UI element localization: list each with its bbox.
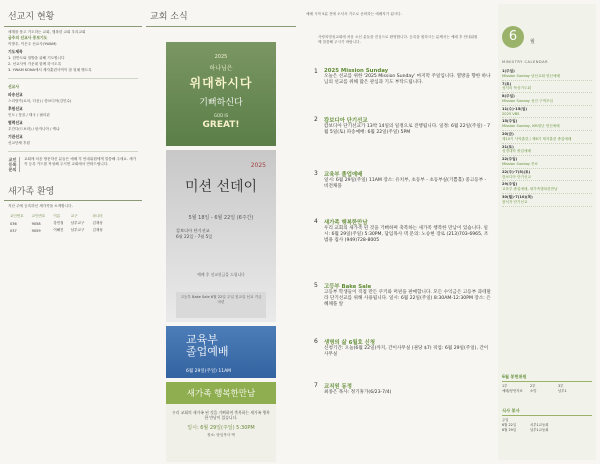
registration-box: [4, 155, 142, 174]
news-item: [314, 382, 492, 396]
event-date: 7(토): [502, 81, 512, 86]
cell: 강민철: [53, 221, 64, 225]
poster-text: [176, 228, 266, 240]
event-desc: 캄보디아 단기선교: [502, 174, 531, 179]
poster-title: 위대하시다: [189, 76, 253, 90]
event-desc: 2025 VBS: [502, 111, 520, 116]
table-header-row: [8, 213, 108, 220]
calendar-event: [502, 106, 592, 119]
meal-date: 6월 22일: [502, 423, 517, 427]
event-date: 22(주일): [502, 157, 518, 162]
cell: 남부교구: [70, 228, 85, 232]
missionary-entry: 스리랑카(로마, 다음) / 캄보디아(김민수): [8, 99, 72, 103]
church-news-header: 교회 소식: [146, 4, 296, 27]
event-desc: 참석자 단기선교: [502, 199, 528, 204]
prayer-tag: 기도제목: [8, 49, 23, 54]
poster-title: 미션 선데이: [184, 179, 258, 195]
poster-place: 장소: 담임목사 댁: [207, 433, 235, 437]
meal-team: 남부1교동회: [530, 428, 549, 432]
news-intro: 예배 시작 5분 전에 오셔서 기도로 준비하는 예배자가 됩시다.: [306, 12, 402, 16]
missionary-entry: 인도 / 몽골 / 태국 / 필리핀: [8, 113, 50, 117]
news-column: [300, 4, 496, 460]
cell: 9058: [31, 221, 41, 226]
prayer-line: 1. 한반도와 열방을 위해 기도합니다: [8, 56, 65, 60]
calendar-event: [502, 68, 592, 81]
news-item: [314, 282, 492, 308]
calendar-event: [502, 118, 592, 131]
divider: [8, 78, 138, 79]
calendar-event: [502, 181, 592, 194]
calendar-event: [502, 81, 592, 94]
poster-line: 6월 22일 - 7월 5일: [176, 234, 213, 239]
missionary-entry: 선교단체 후원: [8, 141, 30, 145]
news-item: [314, 218, 492, 244]
event-desc: 제10기 사역훈련 / 제6기 제자훈련 졸업예배: [502, 136, 572, 141]
welcome-table: [8, 213, 108, 234]
table-row: [8, 220, 108, 227]
poster-line: GREAT!: [202, 120, 240, 130]
event-date: 21(토): [502, 144, 514, 149]
event-date: 1(주일): [502, 69, 515, 73]
prayer-line: 3. YWAM KONA에서 제자훈련사역이 잘 열매 맺도록: [8, 68, 92, 72]
missionary-list: [4, 82, 142, 148]
serve-col: 1부: [502, 384, 508, 388]
event-date: 22(주)-7(5)(토): [502, 169, 531, 174]
cell: 037: [10, 228, 17, 233]
calendar-event: [502, 194, 592, 207]
serve-val: 남부1: [558, 389, 567, 393]
news-number: 7: [314, 382, 318, 389]
month-label: 월: [530, 39, 535, 45]
news-title: 2025 Mission Sunday: [324, 68, 389, 74]
news-body: 일시: 6월 29일(주일) 11AM 장소: 유치부, 초등부 - 초등부실(기쁨홀) 중고등부 - 비전채플: [324, 178, 487, 189]
news-body: 캄보디아 단기선교가 13박 14일의 일정으로 진행됩니다. 일정: 6월 22일(주일) - 7월 5일(토) 파송예배: 6월 22일(주일) 5PM: [324, 124, 491, 135]
missionary-type: 파송선교: [8, 92, 23, 97]
col-header: 교인번호: [31, 214, 46, 218]
welcome-intro: 지난 주에 등록하신 새가족을 소개합니다.: [8, 204, 73, 208]
news-number: 5: [314, 282, 318, 289]
event-date: 11(수)-15(일): [502, 106, 528, 111]
divider: [8, 151, 138, 152]
month-badge: 6: [502, 26, 524, 48]
news-item: [314, 170, 492, 190]
table-row: [8, 227, 108, 234]
poster-line: GOD IS: [213, 113, 229, 118]
col-header: 이름: [53, 214, 61, 218]
event-date: 29(주일): [502, 182, 518, 187]
serve-val: 소망: [530, 389, 537, 393]
calendar-event: [502, 131, 592, 144]
event-date: 20(금): [502, 131, 514, 136]
meal-row: [502, 428, 592, 433]
news-body: 최종은 목사: 정기휴가(6/23-7/4): [324, 390, 392, 395]
mission-intro: [4, 27, 142, 75]
serve-header: 6월 봉헌위원: [502, 374, 592, 382]
event-desc: 성서의 묵상기도회: [502, 86, 531, 91]
cell: 김재성: [92, 221, 103, 225]
news-body: 고등부 학생들이 직접 만든 쿠키와 머핀을 판매합니다. 모든 수익금은 고등부 과테말라 단기선교를 위해 사용됩니다. 일시: 6월 22일(주일) 8:30AM-12:30PM 장소: 은혜채플 앞: [324, 290, 491, 307]
missionary-type: 후원선교: [8, 106, 23, 111]
news-number: 1: [314, 68, 318, 75]
cell: 남부교구: [70, 221, 85, 225]
poster-date: 6월 29일(주일) 11AM: [186, 369, 232, 374]
calendar-event: [502, 144, 592, 157]
calendar-event: [502, 156, 592, 169]
serve-val: 예배/봉헌자료: [502, 389, 523, 393]
missionary-type: 협력선교: [8, 120, 23, 125]
news-number: 3: [314, 170, 318, 177]
event-desc: Mission Sunday, KM청년 헌신예배: [502, 124, 560, 129]
missionary-entry: 우간다(드보라) / 탄자니아 / 케냐: [8, 127, 60, 131]
poster-text: 우리 교회의 새가족 된 것을 기뻐하며 축복하는 새가족 행복한 만남이 있습니다.: [172, 410, 270, 420]
serve-vals: [502, 389, 592, 394]
graduation-poster: [166, 326, 276, 378]
news-body: 우리 교회의 새가족 된 것을 기뻐하며 축복하는 새가족 행복한 만남이 있습니다. 일시: 6월 29일(주일) 5:30PM, 담임목사 댁 문의: 노승현 장로 (213)703-6965, 조범용 집사 (949)728-8005: [324, 226, 489, 243]
left-column: [4, 4, 142, 460]
col-header: 교구: [70, 214, 78, 218]
mission-status-header: 선교지 현황: [4, 4, 142, 27]
poster-title: [186, 334, 229, 358]
missionary-type: 기관선교: [8, 134, 23, 139]
event-date: 15(주일): [502, 119, 518, 124]
serve-col: 2부: [530, 384, 536, 388]
mission-sunday-poster: [166, 150, 276, 322]
calendar-events: [502, 68, 592, 207]
col-header: 교인번호: [10, 214, 24, 218]
poster-subtitle: 기뻐하신다: [199, 98, 243, 108]
poster-line: 교육부: [186, 333, 218, 346]
poster-year: 2025: [214, 54, 228, 60]
event-date: 8(주일): [502, 94, 515, 99]
serve-table: [502, 384, 592, 394]
poster-line: 졸업예배: [186, 345, 229, 358]
event-desc: Mission Sunday 종료: [502, 161, 538, 166]
news-number: 2: [314, 116, 318, 123]
prayer-line: 2. 선교사역 가운데 함께 하시도록: [8, 62, 62, 66]
calendar-title: MINISTRY CALENDAR: [502, 60, 549, 64]
registration-text: 교회에 처음 방문하신 분들은 예배 후 안내위원에게 말씀해 주세요. 새가족 등록 카드를 작성해 주시면 교회에서 연락드립니다.: [24, 157, 137, 166]
poster-title: 새가족 행복한만남: [166, 382, 276, 404]
news-item: [314, 338, 492, 358]
cell: 이해진: [53, 228, 64, 232]
missionary-list-label: 선교사: [8, 84, 20, 89]
col-header: 파니비: [92, 214, 103, 218]
news-body: 오늘은 선교를 위한 '2025 Mission Sunday' 마지막 주일입니다. 열방을 향한 하나님의 선교를 위해 많은 관심과 기도 부탁드립니다.: [324, 74, 491, 85]
news-body: 신청기간: 오늘(6월 22일)까지, 간이사무실 (권당 $7) 픽업: 6월 29일(주일), 간이사무실: [324, 346, 489, 357]
poster-line: 하나님은: [209, 65, 233, 72]
event-desc: 교육부 졸업예배, 새가족행복한만남: [502, 187, 558, 192]
calendar-event: [502, 169, 592, 182]
calendar-column: [498, 4, 596, 460]
cell: 036: [10, 221, 17, 226]
news-title: 캄보디아 단기선교: [324, 118, 368, 124]
poster-line: 캄보디아 단기선교: [176, 228, 210, 233]
meal-table: [502, 418, 592, 433]
prayer-section-label: 금주의 선교사 중보기도: [8, 35, 48, 40]
meal-header: 식사 봉사: [502, 408, 592, 416]
news-title: 교육부 졸업예배: [324, 172, 363, 178]
event-desc: Mission Sunday 남선교회 헌신예배: [502, 73, 560, 78]
news-title: 교직원 동정: [324, 384, 352, 390]
poster-date: 일시: 6월 29일(주일) 5:30PM: [187, 425, 255, 431]
middle-column: [146, 4, 296, 460]
news-title: 생명의 삶 6월호 신청: [324, 340, 376, 346]
meal-date: 주일: [502, 418, 509, 422]
god-is-great-poster: [166, 42, 276, 146]
meal-team: 서부1교동회: [530, 423, 549, 427]
news-item: [314, 116, 492, 136]
poster-line: 예배 후 선교헌금을 드립니다: [197, 272, 245, 277]
news-number: 6: [314, 338, 318, 345]
serve-col: 3부: [558, 384, 564, 388]
meal-date: 6월 29일: [502, 428, 517, 432]
mission-intro-text: 세계를 품고 기도하는 교회, 행복한 교회 우리교회: [8, 30, 86, 34]
bake-sale-box: 고등부 Bake Sale 6월 22일 주일 친교실 선교 기금 마련: [176, 292, 266, 318]
event-date: 30(월)-7(10)(목): [502, 194, 533, 199]
cell: 9059: [31, 228, 41, 233]
missionary-name: 이방우, 이은주 선교사(YWAM): [8, 42, 57, 46]
event-desc: 성경대학 졸업예배: [502, 149, 531, 154]
news-title: 고등부 Bake Sale: [324, 284, 372, 290]
poster-dates: 5월 18일 - 6월 22일 (6주간): [188, 215, 254, 221]
registration-label: 교인 등록 문의: [8, 157, 20, 172]
new-family-poster: [166, 382, 276, 462]
news-title: 새가족 행복한만남: [324, 220, 368, 226]
news-item: [314, 68, 492, 86]
news-number: 4: [314, 218, 318, 225]
poster-year: 2025: [250, 162, 266, 169]
calendar-event: [502, 93, 592, 106]
event-desc: Mission Sunday 성인 구역모임: [502, 98, 554, 103]
news-welcome: 사랑의영성교회에 처음 오신 분들을 진심으로 환영합니다. 등록을 원하시는 분께서는 예배 후 안내위원께 말씀해 주시기 바랍니다.: [318, 35, 478, 44]
cell: 김재성: [92, 228, 103, 232]
welcome-header: 새가족 환영: [4, 178, 142, 201]
